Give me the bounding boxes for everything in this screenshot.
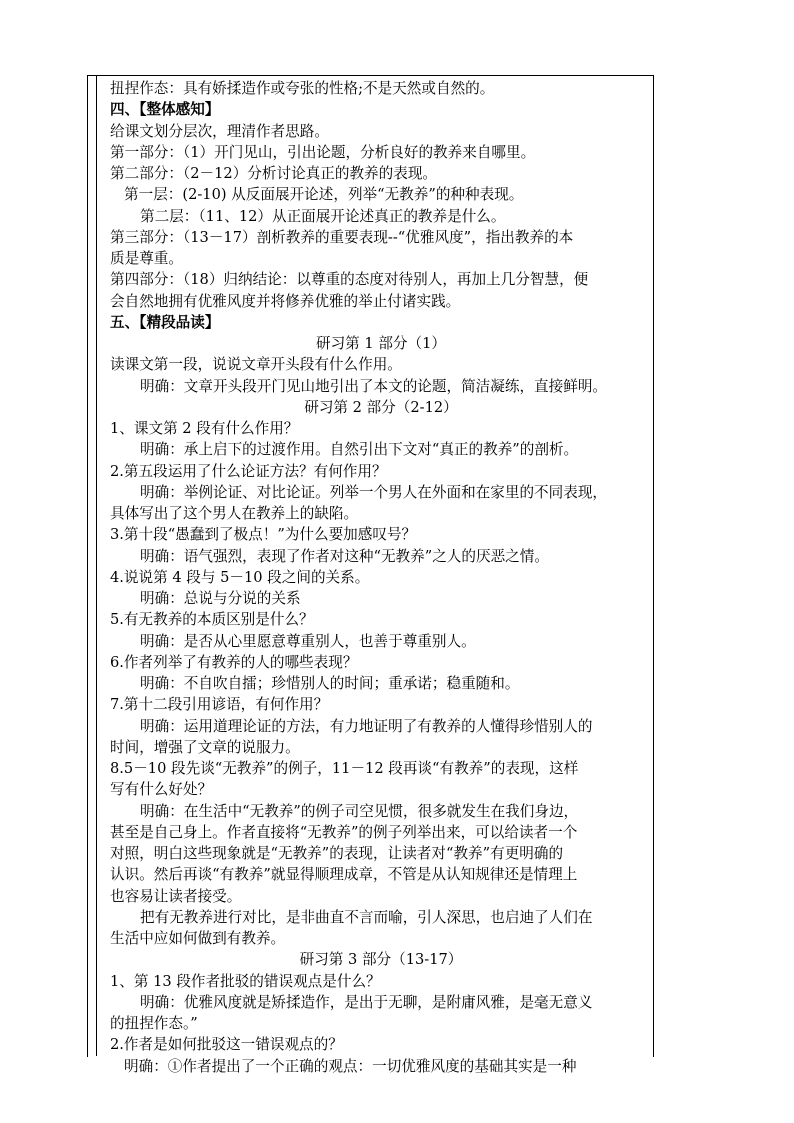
text-line: 甚至是自己身上。作者直接将“无教养”的例子列举出来，可以给读者一个 <box>110 823 578 841</box>
text-line: 质是尊重。 <box>110 250 183 267</box>
text-line: 研习第 1 部分（1） <box>315 335 446 352</box>
table-column-rule <box>96 75 97 1056</box>
text-line: 明确：是否从心里愿意尊重别人，也善于尊重别人。 <box>140 632 476 650</box>
text-line: 写有什么好处？ <box>110 781 213 799</box>
text-line: 8.5－10 段先谈“无教养”的例子，11－12 段再谈“有教养”的表现，这样 <box>110 760 579 777</box>
text-line: 第二部分：（2－12）分析讨论真正的教养的表现。 <box>110 165 438 182</box>
text-line: 5.有无教养的本质区别是什么？ <box>110 611 314 629</box>
text-line: 3.第十段“愚蠢到了极点！”为什么要加感叹号？ <box>110 526 417 544</box>
document-body <box>110 78 652 1077</box>
text-line: 2.第五段运用了什么论证方法？有何作用？ <box>110 462 387 480</box>
text-line: 明确：举例论证、对比论证。列举一个男人在外面和在家里的不同表现， <box>140 483 608 501</box>
text-line: 认识。然后再谈“有教养”就显得顺理成章，不管是从认知规律还是情理上 <box>110 866 578 884</box>
text-line: 研习第 2 部分（2-12） <box>304 398 458 416</box>
text-line: 第二层：（11、12）从正面展开论述真正的教养是什么。 <box>140 207 506 225</box>
text-line: 明确：在生活中“无教养”的例子司空见惯，很多就发生在我们身边， <box>140 802 579 820</box>
text-line: 明确：优雅风度就是矫揉造作，是出于无聊，是附庸风雅，是毫无意义 <box>140 993 593 1011</box>
text-line: 明确：不自吹自擂；珍惜别人的时间；重承诺；稳重随和。 <box>140 675 520 692</box>
text-line: 1、课文第 2 段有什么作用？ <box>110 420 299 437</box>
text-line: 对照，明白这些现象就是“无教养”的表现，让读者对“教养”有更明确的 <box>110 845 564 862</box>
text-line: 具体写出了这个男人在教养上的缺陷。 <box>110 505 359 522</box>
text-line: 6.作者列举了有教养的人的哪些表现？ <box>110 653 358 671</box>
text-line: 第一层：(2-10) 从反面展开论述，列举“无教养”的种种表现。 <box>124 186 524 204</box>
text-line: 会自然地拥有优雅风度并将修养优雅的举止付诸实践。 <box>110 292 461 310</box>
text-line: 明确：文章开头段开门见山地引出了本文的论题，简洁凝练，直接鲜明。 <box>140 377 608 395</box>
text-line: 的扭捏作态。” <box>110 1015 198 1032</box>
text-line: 2.作者是如何批驳这一错误观点的？ <box>110 1036 343 1054</box>
text-line: 明确：承上启下的过渡作用。自然引出下文对“真正的教养”的剖析。 <box>140 441 579 459</box>
text-line: 第一部分：（1）开门见山，引出论题，分析良好的教养来自哪里。 <box>110 143 536 161</box>
text-line: 明确：语气强烈，表现了作者对这种“无教养”之人的厌恶之情。 <box>140 547 549 565</box>
text-line: 读课文第一段，说说文章开头段有什么作用。 <box>110 356 402 374</box>
text-line: 1、第 13 段作者批驳的错误观点是什么？ <box>110 972 381 990</box>
text-line: 明确：总说与分说的关系 <box>140 590 301 607</box>
text-line: 明确：①作者提出了一个正确的观点：一切优雅风度的基础其实是一种 <box>124 1057 577 1075</box>
text-line: 明确：运用道理论证的方法，有力地证明了有教养的人懂得珍惜别人的 <box>140 717 593 735</box>
text-line: 7.第十二段引用谚语，有何作用？ <box>110 696 329 714</box>
text-line: 生活中应如何做到有教养。 <box>110 930 286 947</box>
text-line: 研习第 3 部分（13-17） <box>299 951 463 969</box>
text-line: 第四部分：（18）归纳结论：以尊重的态度对待别人，再加上几分智慧，便 <box>110 271 589 289</box>
text-line: 五、【精段品读】 <box>110 313 220 331</box>
text-line: 也容易让读者接受。 <box>110 887 242 905</box>
text-line: 给课文划分层次，理清作者思路。 <box>110 122 329 140</box>
text-line: 四、【整体感知】 <box>110 101 220 119</box>
text-line: 扭捏作态：具有娇揉造作或夸张的性格;不是天然或自然的。 <box>110 80 495 97</box>
text-line: 时间，增强了文章的说服力。 <box>110 738 300 756</box>
text-line: 第三部分：（13－17）剖析教养的重要表现--“优雅风度”，指出教养的本 <box>110 228 574 246</box>
text-line: 4.说说第 4 段与 5－10 段之间的关系。 <box>110 568 370 586</box>
text-line: 把有无教养进行对比，是非曲直不言而喻，引人深思，也启迪了人们在 <box>140 908 593 926</box>
